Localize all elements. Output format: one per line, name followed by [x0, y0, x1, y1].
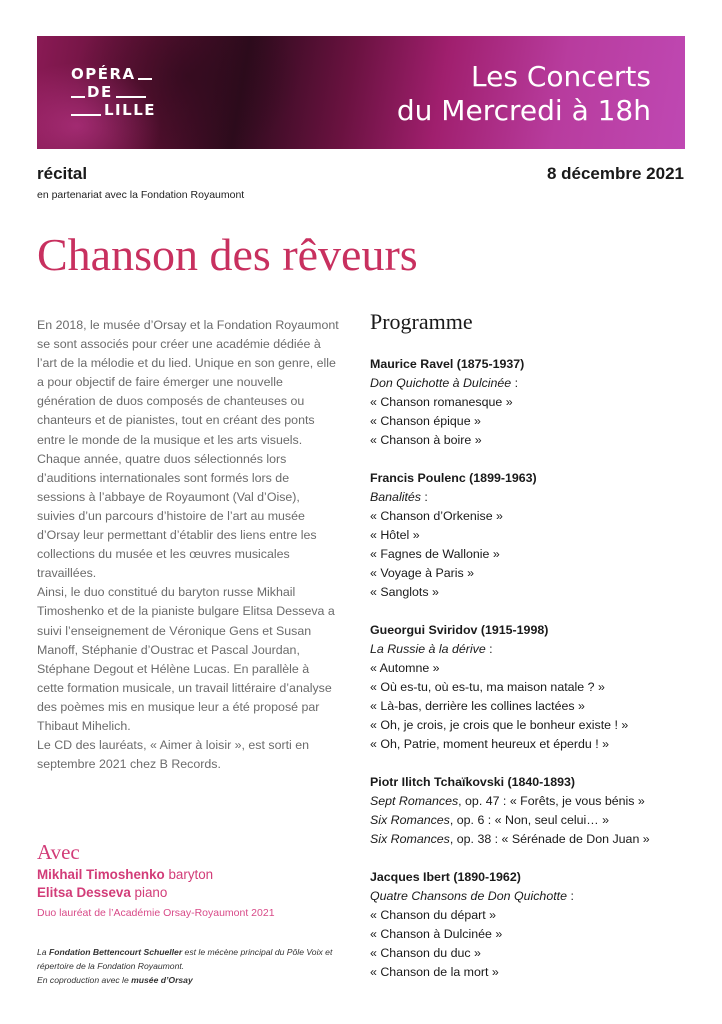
work-suffix: :	[567, 889, 574, 903]
logo-bar	[71, 114, 101, 116]
logo-bar	[71, 96, 85, 98]
performers-heading: Avec	[37, 840, 80, 864]
song-title: « Oh, Patrie, moment heureux et éperdu ! »	[370, 737, 609, 751]
credits	[37, 945, 337, 987]
composer-block	[370, 773, 700, 849]
song-title: « Oh, je crois, je crois que le bonheur existe ! »	[370, 718, 629, 732]
song-title: « Chanson du duc »	[370, 946, 481, 960]
work-title: La Russie à la dérive	[370, 642, 486, 656]
composer-name: Piotr Ilitch Tchaïkovski (1840-1893)	[370, 775, 575, 789]
performer-role: baryton	[168, 867, 214, 882]
composer-block	[370, 355, 700, 450]
logo-text-de: DE	[87, 83, 113, 101]
composer-block	[370, 469, 700, 602]
work-line	[370, 488, 700, 507]
intro-paragraph: Ainsi, le duo constitué du baryton russe Mikhail Timoshenko et de la pianiste bulgare Elitsa Desseva a suivi l’enseignement de Véronique Gens et Susan Manoff, Stéphanie d’Oustrac et Pascal Jourdan, Stéphane Degout et Hélène Lucas. En parallèle à cette formation musicale, un travail littéraire d’analyse des poèmes mis en musique leur a été proposé par Thibaut Mihelich.	[37, 585, 335, 733]
intro-paragraph: En 2018, le musée d’Orsay et la Fondation Royaumont se sont associés pour créer une académie dédiée à l’art de la mélodie et du lied. Unique en son genre, elle a pour objectif de faire émerger une nouvelle génération de duos composés de chanteuses ou chanteurs et de pianistes, tout en créant des ponts entre le monde de la musique et les arts visuels.	[37, 318, 339, 447]
programme-heading: Programme	[370, 309, 473, 334]
song-title: « Chanson d’Orkenise »	[370, 509, 503, 523]
song-title: « Automne »	[370, 661, 440, 675]
programme-list	[370, 355, 700, 1001]
page-title: Chanson des rêveurs	[37, 229, 418, 280]
work-suffix: :	[485, 642, 493, 656]
credits-text: est le mécène principal du Pôle Voix et répertoire de la Fondation Royaumont.	[37, 947, 333, 971]
song-title: « Là-bas, derrière les collines lactées »	[370, 699, 585, 713]
performer-role: piano	[134, 885, 168, 900]
series-title-line1: Les Concerts	[471, 60, 651, 93]
song-title: « Chanson de la mort »	[370, 965, 499, 979]
composer-block	[370, 868, 700, 982]
work-title: Don Quichotte à Dulcinée	[370, 376, 512, 390]
event-category: récital	[37, 164, 88, 183]
performer	[37, 885, 167, 900]
logo-text-opera: OPÉRA	[71, 65, 136, 83]
work-suffix: :	[420, 490, 428, 504]
sponsor-line	[37, 945, 337, 973]
composer-name: Francis Poulenc (1899-1963)	[370, 471, 537, 485]
coproduction-line	[37, 973, 337, 987]
coproducer-name: musée d’Orsay	[131, 975, 193, 985]
work-suffix: :	[511, 376, 519, 390]
song-title: « Voyage à Paris »	[370, 566, 475, 580]
song-title: « Chanson épique »	[370, 414, 481, 428]
intro-paragraph: Chaque année, quatre duos sélectionnés lors d’auditions internationales sont formés lors de sessions à l’abbaye de Royaumont (Val d’Oise), suivies d’un parcours d’histoire de l’art au musée d’Orsay leur permettant d’établir des liens entre les collections du musée et les œuvres musicales travaillées.	[37, 451, 317, 581]
logo-bar	[138, 78, 152, 80]
partnership-note: en partenariat avec la Fondation Royaumont	[37, 189, 245, 201]
duo-award-note: Duo lauréat de l’Académie Orsay-Royaumont 2021	[37, 907, 275, 919]
intro-text	[37, 316, 339, 774]
song-title: « Hôtel »	[370, 528, 420, 542]
performer	[37, 867, 213, 882]
work-title: Banalités	[370, 490, 421, 504]
work-title: Six Romances	[370, 832, 450, 846]
intro-paragraph: Le CD des lauréats, « Aimer à loisir », est sorti en septembre 2021 chez B Records.	[37, 738, 310, 772]
credits-text: La	[37, 947, 49, 957]
song-title: « Chanson du départ »	[370, 908, 497, 922]
composer-name: Gueorgui Sviridov (1915-1998)	[370, 623, 549, 637]
performer-name: Elitsa Desseva	[37, 885, 131, 900]
performer-name: Mikhail Timoshenko	[37, 867, 165, 882]
series-title	[397, 60, 651, 128]
logo-bar	[116, 96, 146, 98]
composer-name: Maurice Ravel (1875-1937)	[370, 357, 525, 371]
work-line	[370, 792, 700, 811]
song-title: « Fagnes de Wallonie »	[370, 547, 500, 561]
work-line	[370, 887, 700, 906]
composer-name: Jacques Ibert (1890-1962)	[370, 870, 521, 884]
work-detail: , op. 6 : « Non, seul celui… »	[449, 813, 609, 827]
opera-de-lille-logo	[71, 65, 156, 119]
work-title: Quatre Chansons de Don Quichotte	[370, 889, 567, 903]
work-detail: , op. 38 : « Sérénade de Don Juan »	[449, 832, 650, 846]
song-title: « Chanson à Dulcinée »	[370, 927, 503, 941]
logo-text-lille: LILLE	[104, 101, 157, 119]
work-line	[370, 830, 700, 849]
header-banner	[37, 36, 685, 149]
work-line	[370, 811, 700, 830]
work-line	[370, 640, 700, 659]
song-title: « Chanson romanesque »	[370, 395, 513, 409]
composer-block	[370, 621, 700, 754]
series-title-line2: du Mercredi à 18h	[396, 94, 651, 127]
song-title: « Chanson à boire »	[370, 433, 482, 447]
song-title: « Sanglots »	[370, 585, 439, 599]
work-title: Six Romances	[370, 813, 450, 827]
work-line	[370, 374, 700, 393]
work-detail: , op. 47 : « Forêts, je vous bénis »	[458, 794, 645, 808]
event-date: 8 décembre 2021	[546, 164, 684, 183]
song-title: « Où es-tu, où es-tu, ma maison natale ? »	[370, 680, 605, 694]
work-title: Sept Romances	[370, 794, 459, 808]
sponsor-name: Fondation Bettencourt Schueller	[48, 947, 183, 957]
credits-text: En coproduction avec le	[37, 975, 132, 985]
